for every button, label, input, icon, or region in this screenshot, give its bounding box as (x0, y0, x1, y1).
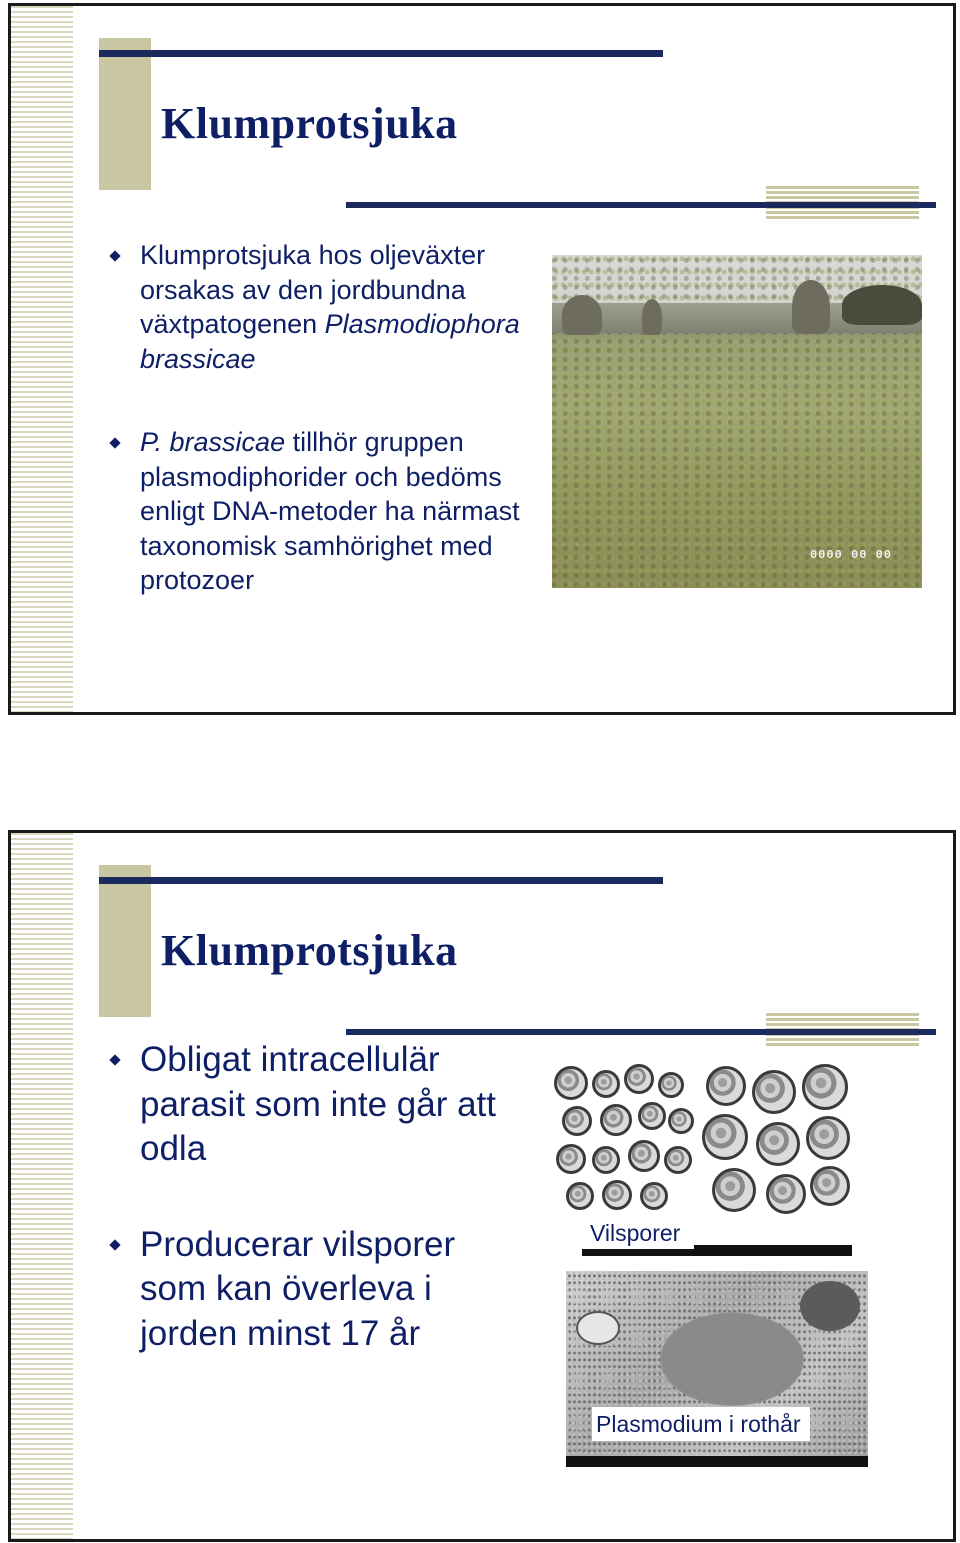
spore-shape (600, 1104, 632, 1136)
spore-shape (554, 1066, 588, 1100)
spore-shape (702, 1114, 748, 1160)
spore-shape (752, 1070, 796, 1114)
title-top-bar (99, 50, 663, 57)
left-stripes-decoration (11, 833, 73, 1539)
bullet-text: Obligat intracellulär parasit som inte går att odla (140, 1040, 496, 1168)
plasmodium-micrograph (566, 1271, 868, 1467)
spore-shape (706, 1066, 746, 1106)
bullet-text-italic: Plasmodiophora brassicae (140, 309, 520, 374)
spore-shape (638, 1102, 666, 1130)
cell-shape (576, 1311, 620, 1345)
diamond-bullet-icon (109, 1054, 120, 1065)
tree-shape (562, 295, 602, 335)
bullet-text: Klumprotsjuka hos oljeväxter orsakas av den jordbundna växtpatogenen (140, 240, 486, 339)
image-caption: Vilsporer (590, 1220, 681, 1246)
image-caption: Plasmodium i rothår (596, 1411, 801, 1437)
spore-shape (766, 1174, 806, 1214)
spore-shape (640, 1182, 668, 1210)
slide-2 (8, 830, 956, 1542)
left-stripes-decoration (11, 6, 73, 712)
spore-shape (566, 1182, 594, 1210)
spore-shape (658, 1072, 684, 1098)
resting-spores-micrograph (552, 1062, 852, 1256)
slide-title: Klumprotsjuka (161, 926, 458, 975)
bullet-text-italic: P. brassicae (140, 427, 286, 457)
slide-title: Klumprotsjuka (161, 99, 458, 148)
title-bottom-bar (346, 1029, 936, 1035)
spore-shape (592, 1070, 620, 1098)
spore-shape (668, 1108, 694, 1134)
title-bottom-bar (346, 202, 936, 208)
micrograph-caption-strip (566, 1456, 868, 1467)
bullet-item (109, 238, 539, 376)
photo-timestamp: 0000 00 00 (809, 548, 892, 562)
tree-shape (792, 280, 830, 334)
spore-shape (556, 1144, 586, 1174)
title-accent-block (99, 865, 151, 1017)
spore-shape (624, 1064, 654, 1094)
spore-shape (756, 1122, 800, 1166)
cell-shape (800, 1281, 860, 1331)
tree-shape (642, 299, 662, 335)
spore-shape (802, 1064, 848, 1110)
bullet-item (109, 425, 539, 598)
spore-shape (664, 1146, 692, 1174)
spore-shape (592, 1146, 620, 1174)
bullet-list (109, 238, 539, 647)
bullet-item (109, 1223, 529, 1357)
bullet-text: tillhör gruppen plasmodiphorider och bedöms enligt DNA-metoder ha närmast taxonomisk samhörighet med protozoer (140, 427, 520, 595)
forest-shape (842, 285, 922, 325)
slide-1 (8, 3, 956, 715)
spore-shape (806, 1116, 850, 1160)
spore-shape (602, 1180, 632, 1210)
bullet-list (109, 1038, 529, 1407)
title-accent-block (99, 38, 151, 190)
diamond-bullet-icon (109, 437, 120, 448)
spore-shape (712, 1168, 756, 1212)
spore-shape (628, 1140, 660, 1172)
field-photo (552, 255, 922, 588)
bullet-item (109, 1038, 529, 1172)
spore-shape (562, 1106, 592, 1136)
diamond-bullet-icon (109, 1239, 120, 1250)
diamond-bullet-icon (109, 250, 120, 261)
spore-shape (810, 1166, 850, 1206)
bullet-text: Producerar vilsporer som kan överleva i jorden minst 17 år (140, 1224, 456, 1353)
title-top-bar (99, 877, 663, 884)
